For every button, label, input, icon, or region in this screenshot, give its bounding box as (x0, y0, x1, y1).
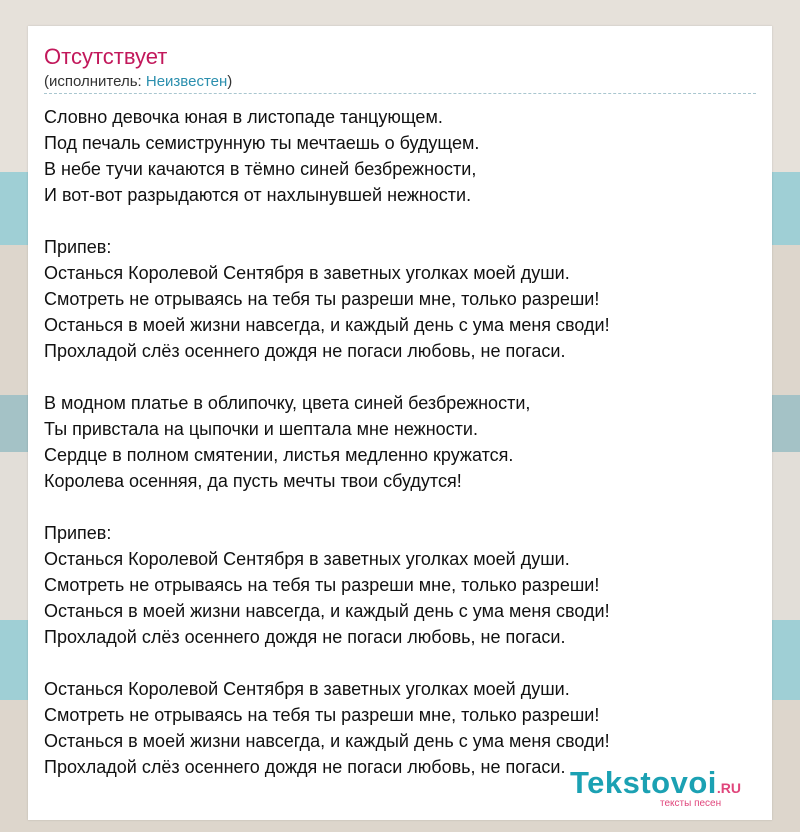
artist-suffix: ) (227, 73, 233, 90)
lyric-line: Останься Королевой Сентября в заветных уголках моей души. (44, 549, 570, 569)
stanza-break (44, 650, 756, 676)
artist-line (44, 72, 232, 92)
tekstovoi-logo[interactable] (570, 765, 742, 809)
lyric-line: В модном платье в облипочку, цвета синей безбрежности, (44, 393, 531, 413)
logo-domain: .RU (716, 780, 742, 796)
lyric-line: Королева осенняя, да пусть мечты твои сбудутся! (44, 471, 462, 491)
lyric-line: Припев: (44, 237, 112, 257)
title-divider (44, 93, 756, 94)
logo-tagline: тексты песен (660, 798, 722, 809)
lyric-line: Останься Королевой Сентября в заветных уголках моей души. (44, 263, 570, 283)
lyric-line: Смотреть не отрываясь на тебя ты разреши мне, только разреши! (44, 575, 600, 595)
lyric-line: Прохладой слёз осеннего дождя не погаси любовь, не погаси. (44, 341, 566, 361)
lyric-line: Смотреть не отрываясь на тебя ты разреши мне, только разреши! (44, 289, 600, 309)
lyrics-card (28, 26, 772, 820)
lyric-line: Ты привстала на цыпочки и шептала мне нежности. (44, 419, 478, 439)
logo-name: Tekstovoi (570, 765, 717, 800)
stanza-break (44, 208, 756, 234)
lyric-line: Останься в моей жизни навсегда, и каждый день с ума меня своди! (44, 601, 610, 621)
lyric-line: Словно девочка юная в листопаде танцующем. (44, 107, 443, 127)
lyric-line: Останься в моей жизни навсегда, и каждый день с ума меня своди! (44, 731, 610, 751)
lyric-line: Прохладой слёз осеннего дождя не погаси любовь, не погаси. (44, 627, 566, 647)
lyric-line: Прохладой слёз осеннего дождя не погаси любовь, не погаси. (44, 757, 566, 777)
artist-prefix: (исполнитель: (44, 73, 146, 90)
lyric-line: Сердце в полном смятении, листья медленно кружатся. (44, 445, 514, 465)
song-title: Отсутствует (44, 44, 168, 69)
stanza-break (44, 494, 756, 520)
lyrics-body (44, 104, 756, 780)
lyric-line: Под печаль семиструнную ты мечтаешь о будущем. (44, 133, 480, 153)
lyric-line: И вот-вот разрыдаются от нахлынувшей нежности. (44, 185, 472, 205)
stanza-break (44, 364, 756, 390)
lyric-line: Смотреть не отрываясь на тебя ты разреши мне, только разреши! (44, 705, 600, 725)
lyric-line: В небе тучи качаются в тёмно синей безбрежности, (44, 159, 477, 179)
lyric-line: Останься в моей жизни навсегда, и каждый день с ума меня своди! (44, 315, 610, 335)
lyric-line: Останься Королевой Сентября в заветных уголках моей души. (44, 679, 570, 699)
artist-link[interactable]: Неизвестен (145, 73, 228, 90)
lyric-line: Припев: (44, 523, 112, 543)
